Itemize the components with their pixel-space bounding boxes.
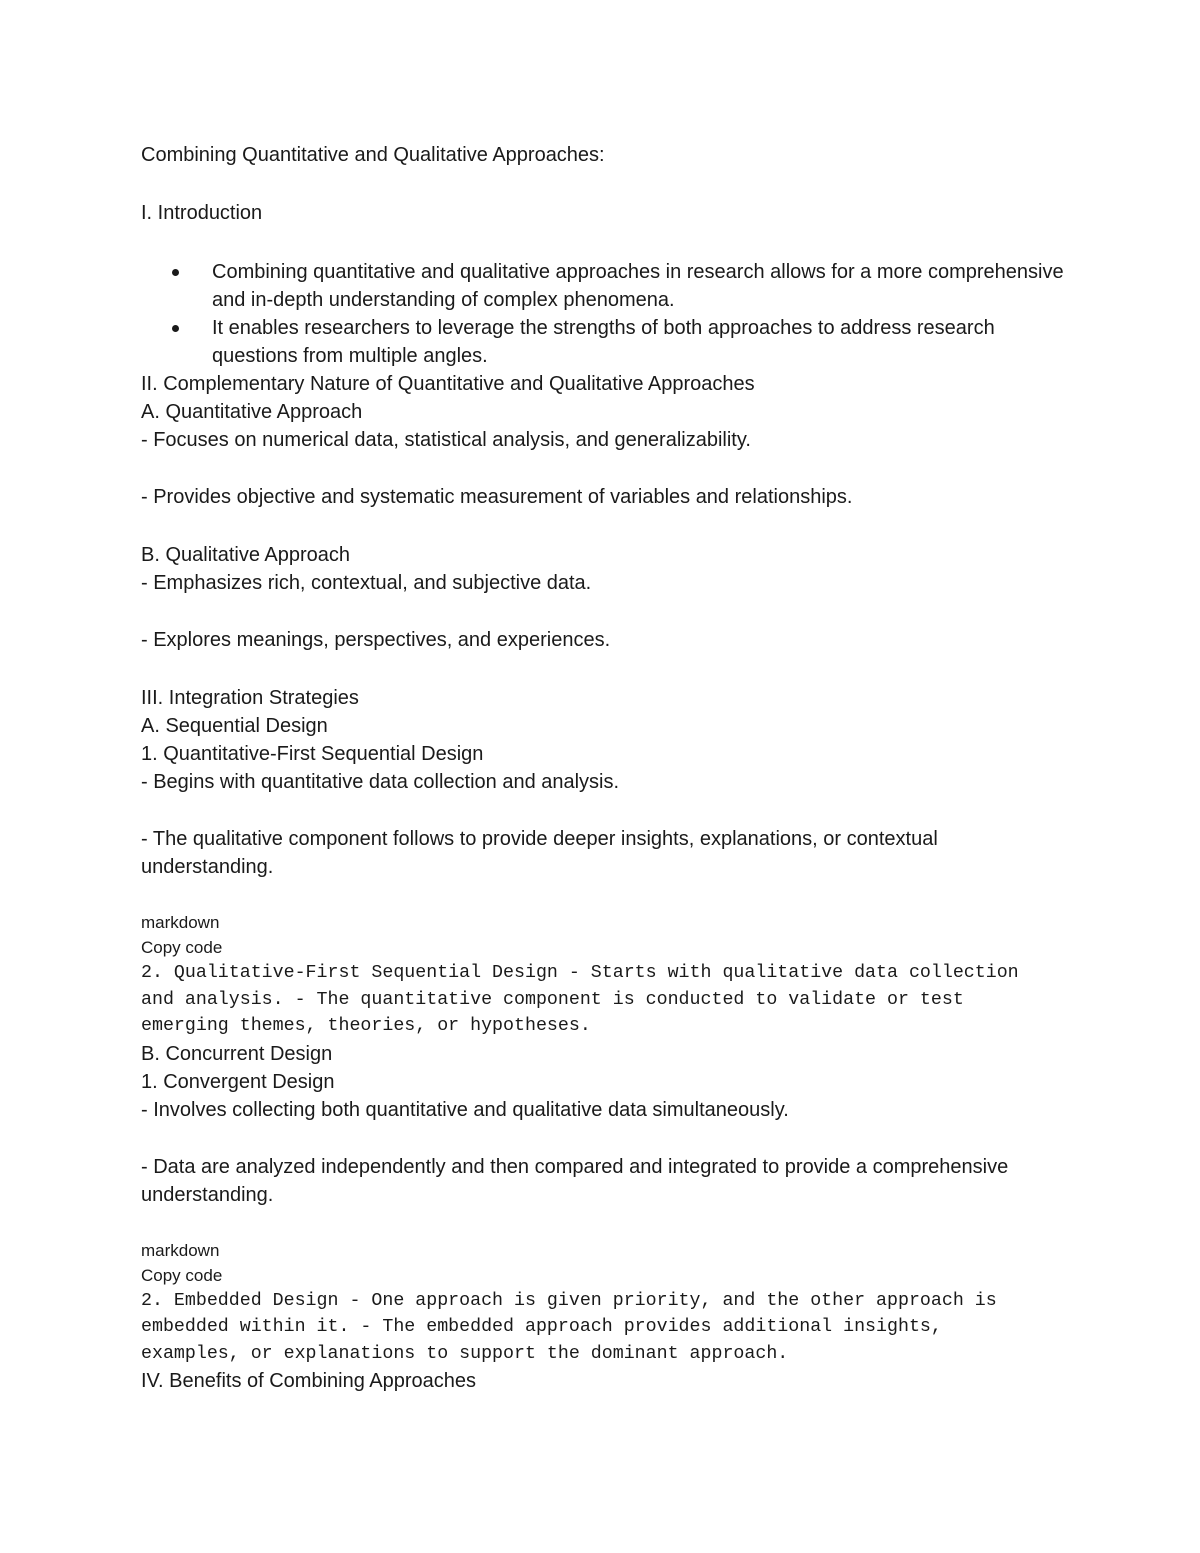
list-item <box>141 314 1071 370</box>
copy-code-button[interactable]: Copy code <box>141 1265 223 1285</box>
section-heading-introduction: I. Introduction <box>141 202 263 224</box>
paragraph: - Explores meanings, perspectives, and experiences. <box>141 629 611 651</box>
bullet-text: It enables researchers to leverage the strengths of both approaches to address research questions from multiple angles. <box>212 317 995 367</box>
code-block: 2. Qualitative-First Sequential Design - Starts with qualitative data collection and analysis. - The quantitative component is conducted to validate or test emerging themes, theories, or hypotheses. <box>141 963 1019 1036</box>
code-block: 2. Embedded Design - One approach is given priority, and the other approach is embedded within it. - The embedded approach provides additional insights, examples, or explanations to support the dominant approach. <box>141 1290 997 1364</box>
paragraph: - The qualitative component follows to provide deeper insights, explanations, or contextual understanding. <box>141 828 938 878</box>
paragraph: - Data are analyzed independently and then compared and integrated to provide a comprehensive understanding. <box>141 1155 1009 1206</box>
document-page <box>141 141 1071 1395</box>
introduction-bullet-list <box>141 258 1071 370</box>
subheading-qualitative: B. Qualitative Approach <box>141 544 351 566</box>
section-heading-integration: III. Integration Strategies <box>141 687 359 709</box>
subheading-concurrent: B. Concurrent Design <box>141 1042 333 1065</box>
code-language-label: markdown <box>141 1240 220 1260</box>
paragraph: - Emphasizes rich, contextual, and subjective data. <box>141 572 592 594</box>
paragraph: - Begins with quantitative data collection and analysis. <box>141 771 620 793</box>
subheading-convergent: 1. Convergent Design <box>141 1070 335 1093</box>
bullet-text: Combining quantitative and qualitative approaches in research allows for a more comprehensive and in-depth understanding of complex phenomena. <box>212 261 1064 311</box>
bullet-icon <box>172 325 179 332</box>
bullet-icon <box>172 269 179 276</box>
list-item <box>141 258 1071 314</box>
copy-code-button[interactable]: Copy code <box>141 938 223 957</box>
section-heading-benefits: IV. Benefits of Combining Approaches <box>141 1370 477 1392</box>
paragraph: - Focuses on numerical data, statistical analysis, and generalizability. <box>141 429 751 451</box>
paragraph: - Involves collecting both quantitative and qualitative data simultaneously. <box>141 1098 789 1121</box>
code-language-label: markdown <box>141 913 220 932</box>
subheading-quantitative-first: 1. Quantitative-First Sequential Design <box>141 743 484 765</box>
subheading-quantitative: A. Quantitative Approach <box>141 401 363 423</box>
subheading-sequential: A. Sequential Design <box>141 715 328 737</box>
paragraph: - Provides objective and systematic measurement of variables and relationships. <box>141 486 853 508</box>
section-heading-complementary: II. Complementary Nature of Quantitative and Qualitative Approaches <box>141 373 755 395</box>
document-title: Combining Quantitative and Qualitative Approaches: <box>141 144 605 166</box>
